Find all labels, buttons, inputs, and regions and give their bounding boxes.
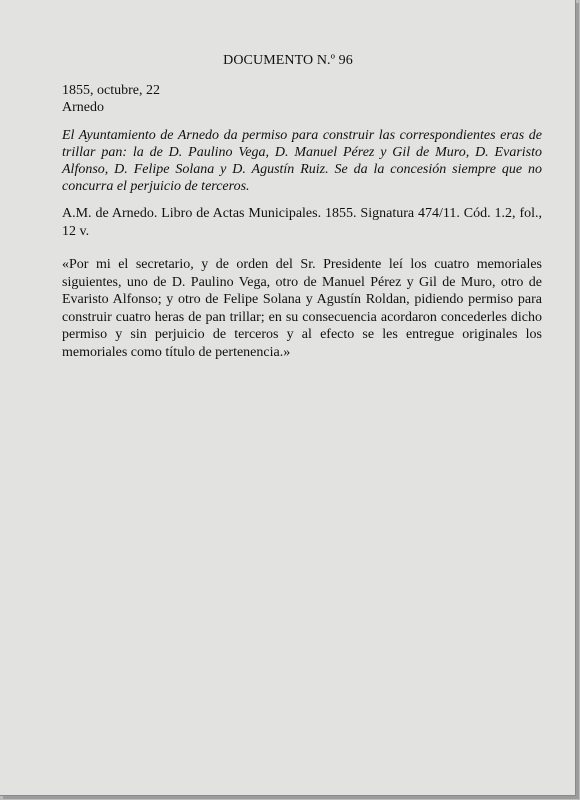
document-place: Arnedo bbox=[62, 100, 104, 115]
document-summary: El Ayuntamiento de Arnedo da permiso para construir las correspondientes eras de trillar pan: la de D. Paulino Vega, D. Manuel Pérez y Gil de Muro, D. Evaristo Alfonso, D. Felipe Solana y D. Agustín Ruiz. Se da la concesión siempre que no concurra el perjuicio de terceros. bbox=[62, 128, 542, 194]
document-date: 1855, octubre, 22 bbox=[62, 83, 160, 98]
archival-source: A.M. de Arnedo. Libro de Actas Municipales. 1855. Signatura 474/11. Cód. 1.2, fol., 12 v. bbox=[62, 206, 542, 239]
document-transcription: «Por mi el secretario, y de orden del Sr. Presidente leí los cuatro memoriales siguientes, uno de D. Paulino Vega, otro de Manuel Pérez y Gil de Muro, otro de Evaristo Alfonso; y otro de Felipe Solana y Agustín Roldan, pidiendo permiso para construir cuatro heras de pan trillar; en su consecuencia acordaron concederles dicho permiso y sin perjuicio de terceros y al efecto se les entregue originales los memoriales como título de pertenencia.» bbox=[62, 257, 542, 360]
document-title: DOCUMENTO N.º 96 bbox=[223, 53, 353, 68]
